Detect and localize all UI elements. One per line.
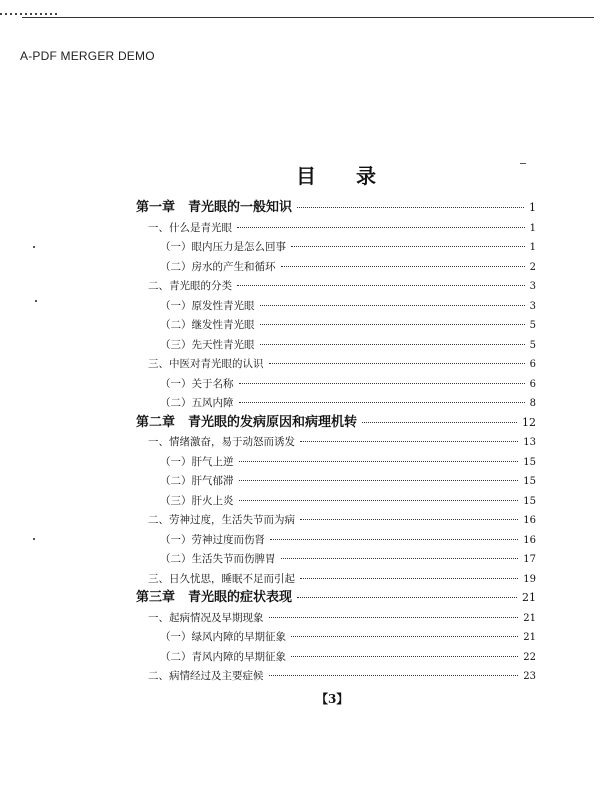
dot-leader <box>239 402 525 403</box>
dot-leader <box>237 285 525 286</box>
toc-entry-label: （一）绿风内障的早期征象 <box>160 631 286 643</box>
toc-entry-page: 12 <box>522 415 536 429</box>
dot-leader <box>362 422 517 423</box>
toc-entry-label: 三、中医对青光眼的认识 <box>148 358 264 370</box>
toc-entry <box>160 650 536 665</box>
dot-leader <box>281 558 519 559</box>
scan-speck <box>33 246 35 248</box>
toc-entry-label: （三）先天性青光眼 <box>160 338 255 351</box>
toc-chapter-entry <box>136 201 536 215</box>
page-number: 【3】 <box>316 692 349 706</box>
toc-entry <box>148 572 536 587</box>
dot-leader <box>291 636 518 637</box>
dot-leader <box>239 383 525 384</box>
toc-entry <box>160 377 536 392</box>
toc-entry-page: 5 <box>529 320 536 331</box>
toc-entry-page: 17 <box>523 554 536 565</box>
toc-entry-page: 19 <box>523 573 536 585</box>
toc-entry-label: （二）继发性青光眼 <box>160 319 255 331</box>
toc-entry-page: 2 <box>529 261 536 273</box>
page-title: 目录 <box>296 164 416 188</box>
toc-entry-label: 二、青光眼的分类 <box>148 280 232 292</box>
toc-entry <box>160 396 536 411</box>
toc-entry-page: 16 <box>523 534 536 546</box>
toc-entry-page: 3 <box>529 300 536 312</box>
dot-leader <box>291 656 518 657</box>
toc-entry-page: 21 <box>523 632 536 643</box>
toc-entry-label: 第二章 青光眼的发病原因和病理机转 <box>136 414 358 430</box>
toc-chapter-entry <box>136 591 536 605</box>
toc-entry-label: （二）青风内障的早期征象 <box>160 650 286 663</box>
toc-entry-label: （二）生活失节而伤脾胃 <box>160 553 276 565</box>
dot-leader <box>300 578 518 579</box>
toc-entry-label: （二）肝气郁滞 <box>160 475 234 487</box>
toc-entry-page: 1 <box>529 242 536 253</box>
dot-leader <box>237 227 525 228</box>
toc-entry-page: 15 <box>523 476 536 487</box>
dot-leader <box>269 363 525 364</box>
toc-entry <box>160 474 536 489</box>
toc-entry-label: 二、劳神过度，生活失节而为病 <box>148 514 295 526</box>
toc-entry-label: （一）劳神过度而伤肾 <box>160 533 265 546</box>
toc-entry-page: 21 <box>522 591 536 604</box>
toc-entry-label: 第三章 青光眼的症状表现 <box>136 590 293 605</box>
scan-speck <box>35 300 37 302</box>
dot-leader <box>291 246 525 247</box>
toc-entry-page: 5 <box>529 339 536 351</box>
toc-entry-label: （二）五风内障 <box>160 397 234 409</box>
toc-entry-page: 16 <box>523 515 536 526</box>
toc-entry <box>148 279 536 294</box>
toc-entry <box>160 318 536 333</box>
toc-entry <box>160 533 536 548</box>
toc-entry-page: 6 <box>529 359 536 370</box>
toc-entry-label: 三、日久忧思，睡眠不足而引起 <box>148 572 295 585</box>
toc-entry <box>148 435 536 450</box>
dot-leader <box>297 597 517 598</box>
toc-entry-page: 15 <box>523 495 536 507</box>
toc-chapter-entry <box>136 416 536 430</box>
toc-entry <box>148 221 536 236</box>
toc-entry-label: （一）肝气上逆 <box>160 455 234 468</box>
toc-entry-label: （二）房水的产生和循环 <box>160 260 276 273</box>
scan-speck <box>33 538 35 540</box>
dot-leader <box>239 500 519 501</box>
toc-entry-label: 一、起病情况及早期现象 <box>148 611 264 624</box>
dot-leader <box>260 344 525 345</box>
toc-entry-label: （一）眼内压力是怎么回事 <box>160 241 286 253</box>
toc-entry <box>160 240 536 255</box>
dot-leader <box>269 617 519 618</box>
toc-entry <box>160 338 536 353</box>
toc-entry-page: 6 <box>529 378 536 390</box>
toc-entry-page: 3 <box>529 281 536 292</box>
toc-entry-label: （三）肝火上炎 <box>160 494 234 507</box>
dot-leader <box>269 675 519 676</box>
dot-leader <box>270 539 518 540</box>
toc-entry <box>160 260 536 275</box>
top-rule <box>22 17 594 18</box>
toc-entry <box>148 513 536 528</box>
dot-leader <box>297 207 524 208</box>
watermark: A-PDF MERGER DEMO <box>20 49 155 63</box>
toc-entry-page: 1 <box>529 201 536 214</box>
toc-entry-page: 1 <box>529 222 536 234</box>
toc-entry-page: 21 <box>523 612 536 624</box>
toc-entry <box>160 299 536 314</box>
dot-leader <box>300 441 518 442</box>
dot-leader <box>300 519 518 520</box>
toc-entry-label: 一、情绪激奋，易于动怒而诱发 <box>148 436 295 448</box>
toc-entry <box>160 552 536 567</box>
toc-entry <box>148 357 536 372</box>
dot-leader <box>260 324 525 325</box>
toc-entry-label: 一、什么是青光眼 <box>148 221 232 234</box>
toc-entry-page: 13 <box>523 437 536 448</box>
dot-leader <box>239 480 519 481</box>
toc-entry <box>160 455 536 470</box>
toc-entry-label: （一）关于名称 <box>160 377 234 390</box>
toc-entry-page: 8 <box>529 398 536 409</box>
toc-entry <box>160 494 536 509</box>
dot-leader <box>239 461 519 462</box>
toc-entry <box>148 611 536 626</box>
toc-entry-label: （一）原发性青光眼 <box>160 299 255 312</box>
scan-speck <box>520 163 526 164</box>
toc-entry-page: 22 <box>523 651 536 663</box>
toc-entry-label: 第一章 青光眼的一般知识 <box>136 200 293 215</box>
toc-entry <box>148 669 536 684</box>
toc-entry-page: 23 <box>523 671 536 682</box>
toc-entry-label: 二、病情经过及主要症候 <box>148 670 264 682</box>
dot-leader <box>260 305 525 306</box>
header-dots <box>0 13 60 15</box>
toc-entry <box>160 630 536 645</box>
toc-entry-page: 15 <box>523 456 536 468</box>
dot-leader <box>281 266 525 267</box>
